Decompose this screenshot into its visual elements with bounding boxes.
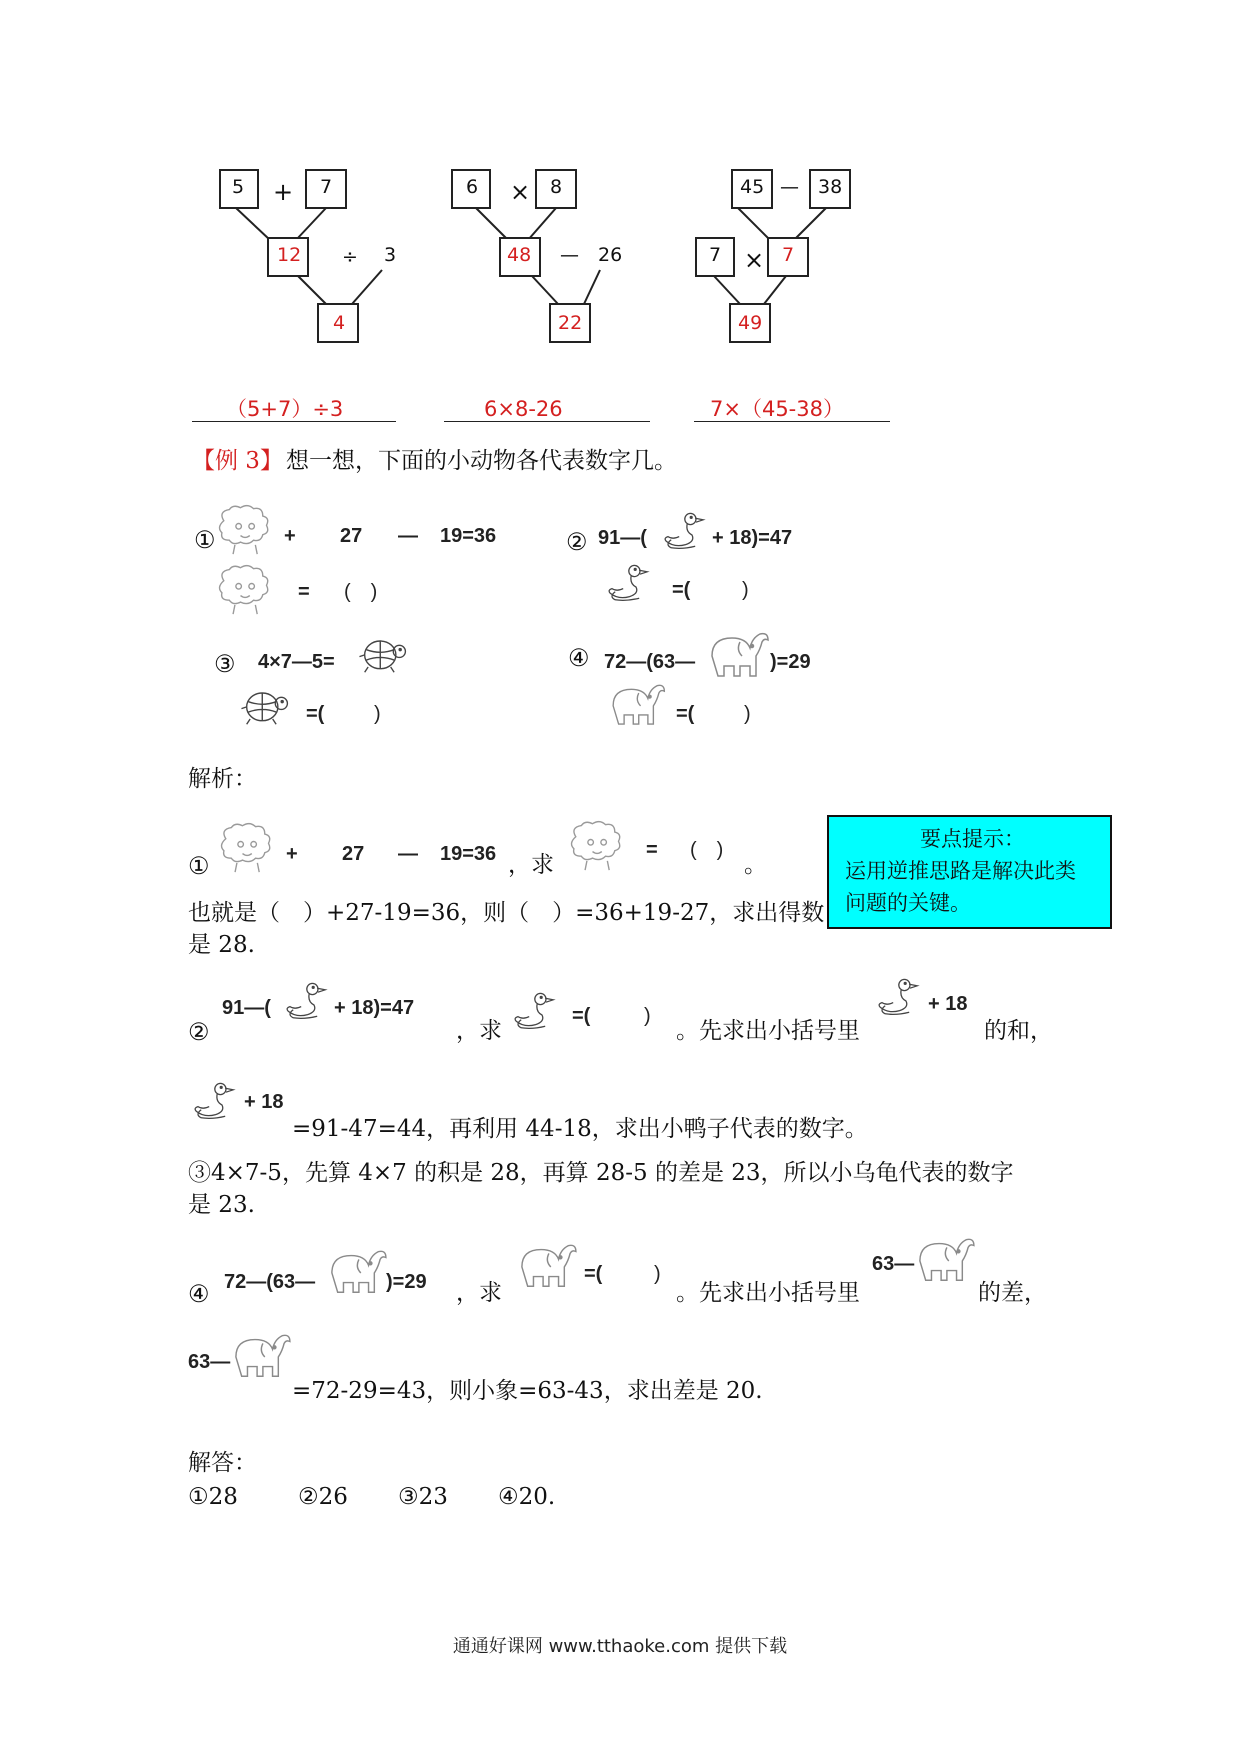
- p2-close: ): [742, 579, 749, 601]
- elephant-icon: [910, 1232, 978, 1286]
- answer-1: ①28: [188, 1484, 238, 1510]
- tree3-mid-left: 7: [709, 244, 722, 266]
- a1-ask: ，求: [508, 852, 554, 878]
- analysis-label: 解析：: [188, 766, 257, 792]
- p1-a: 27: [340, 525, 363, 547]
- a2-close: ): [644, 1005, 651, 1027]
- tree2-top-left: 6: [466, 176, 479, 198]
- a2-b: + 18)=47: [334, 997, 415, 1019]
- a2-eq: =(: [572, 1005, 591, 1027]
- p4-close: ): [744, 703, 751, 725]
- duck-icon: [282, 980, 330, 1022]
- p2-number: ②: [566, 528, 588, 556]
- duck-icon: [660, 510, 708, 552]
- a2-line2: =91-47=44，再利用 44-18，求出小鸭子代表的数字。: [292, 1116, 868, 1142]
- answer-4: ④20.: [498, 1484, 556, 1510]
- p2-a: 91—(: [598, 527, 647, 549]
- a1-line1: 也就是（ ）+27-19=36，则（ ）=36+19-27，求出得数: [188, 900, 825, 926]
- tree2-mid-right: 26: [598, 244, 623, 266]
- tree3-top-right: 38: [818, 176, 843, 198]
- p3-eq: =(: [306, 703, 325, 725]
- answer-2: ②26: [298, 1484, 348, 1510]
- sheep-icon: [566, 820, 632, 872]
- p1-b: 19=36: [440, 525, 497, 547]
- p1-minus: —: [398, 525, 418, 547]
- p4-eq: =(: [676, 703, 695, 725]
- turtle-icon: [238, 684, 290, 728]
- a1-eq: =: [646, 839, 658, 861]
- tree2-top-op: ×: [510, 178, 531, 206]
- a4-number: ④: [188, 1280, 210, 1308]
- tree1-mid-op: ÷: [342, 246, 358, 268]
- duck-icon: [874, 976, 922, 1018]
- a1-line2: 是 28.: [188, 932, 255, 958]
- a2-end: 的和，: [984, 1018, 1053, 1044]
- a1-plus: +: [286, 843, 298, 865]
- elephant-icon: [226, 1328, 294, 1382]
- tree1-top-op: +: [273, 178, 294, 206]
- tree2-mid-left: 48: [507, 244, 532, 266]
- a4-63-2: 63—: [188, 1351, 231, 1373]
- a4-line2: =72-29=43，则小象=63-43，求出差是 20.: [292, 1378, 763, 1404]
- tip-line1: 运用逆推思路是解决此类: [845, 859, 1076, 883]
- a3-line1: ③4×7-5，先算 4×7 的积是 28，再算 28-5 的差是 23，所以小乌龟代表的数字: [188, 1160, 1014, 1186]
- sheep-icon: [216, 822, 282, 874]
- p4-a: 72—(63—: [604, 651, 696, 673]
- a4-a: 72—(63—: [224, 1271, 316, 1293]
- a2-plus18: + 18: [928, 993, 968, 1015]
- duck-icon: [190, 1080, 238, 1122]
- p3-number: ③: [214, 650, 236, 678]
- tree2-underline: [444, 421, 650, 422]
- tree-diagrams: [0, 0, 1240, 440]
- a1-end: 。: [744, 852, 767, 878]
- p3-close: ): [374, 703, 381, 725]
- a3-line2: 是 23.: [188, 1192, 255, 1218]
- sheep-icon: [214, 504, 280, 556]
- tree3-equation: 7×（45-38）: [710, 397, 844, 421]
- a2-ask: ，求: [456, 1018, 502, 1044]
- a1-paren: ( ): [690, 839, 724, 861]
- tree1-underline: [192, 421, 396, 422]
- tree2-top-right: 8: [550, 176, 563, 198]
- duck-icon: [510, 990, 558, 1032]
- turtle-icon: [356, 632, 408, 676]
- a1-number: ①: [188, 852, 210, 880]
- p3-a: 4×7—5=: [258, 651, 335, 673]
- a2-number: ②: [188, 1018, 210, 1046]
- tree1-mid-left: 12: [277, 244, 302, 266]
- a1-b: 19=36: [440, 843, 497, 865]
- a4-eq: =(: [584, 1263, 603, 1285]
- a2-mid: 。先求出小括号里: [676, 1018, 860, 1044]
- tree3-bottom: 49: [738, 312, 763, 334]
- tip-box: [827, 815, 1112, 929]
- p4-number: ④: [568, 644, 590, 672]
- p1-number: ①: [194, 526, 216, 554]
- example-question: 想一想，下面的小动物各代表数字几。: [286, 448, 677, 474]
- a4-ask: ，求: [456, 1280, 502, 1306]
- tree3-top-op: —: [780, 176, 799, 198]
- elephant-icon: [512, 1238, 580, 1292]
- tree2-bottom: 22: [558, 312, 583, 334]
- elephant-icon: [604, 678, 668, 730]
- p1-eq: =: [298, 581, 310, 603]
- a4-end: 的差，: [978, 1280, 1047, 1306]
- answer-label: 解答：: [188, 1450, 257, 1476]
- duck-icon: [604, 562, 652, 604]
- footer: 通通好课网 www.tthaoke.com 提供下载: [452, 1636, 788, 1657]
- tip-line2: 问题的关键。: [845, 891, 971, 915]
- a4-close: ): [654, 1263, 661, 1285]
- tree3-mid-op: ×: [744, 246, 765, 274]
- a4-63: 63—: [872, 1253, 915, 1275]
- tree1-equation: （5+7）÷3: [226, 397, 344, 421]
- elephant-icon: [322, 1244, 390, 1298]
- tree1-bottom: 4: [333, 312, 346, 334]
- tip-title: 要点提示：: [920, 827, 1025, 851]
- a2-plus18-2: + 18: [244, 1091, 284, 1113]
- p1-plus: +: [284, 525, 296, 547]
- a4-b: )=29: [386, 1271, 427, 1293]
- tree3-top-left: 45: [740, 176, 765, 198]
- elephant-icon: [702, 626, 772, 682]
- answer-3: ③23: [398, 1484, 448, 1510]
- tree1-top-left: 5: [232, 176, 245, 198]
- tree2-mid-op: —: [560, 244, 579, 266]
- example-tag: 【例 3】: [192, 448, 283, 474]
- a1-minus: —: [398, 843, 418, 865]
- a1-a: 27: [342, 843, 365, 865]
- a2-a: 91—(: [222, 997, 271, 1019]
- tree1-top-right: 7: [320, 176, 333, 198]
- p2-b: + 18)=47: [712, 527, 793, 549]
- sheep-icon: [214, 564, 280, 616]
- tree3-underline: [694, 421, 890, 422]
- p4-b: )=29: [770, 651, 811, 673]
- tree3-mid-right: 7: [782, 244, 795, 266]
- tree2-equation: 6×8-26: [484, 397, 563, 421]
- a4-mid: 。先求出小括号里: [676, 1280, 860, 1306]
- tree1-mid-right: 3: [384, 244, 397, 266]
- p1-paren: ( ): [344, 581, 378, 603]
- p2-eq: =(: [672, 579, 691, 601]
